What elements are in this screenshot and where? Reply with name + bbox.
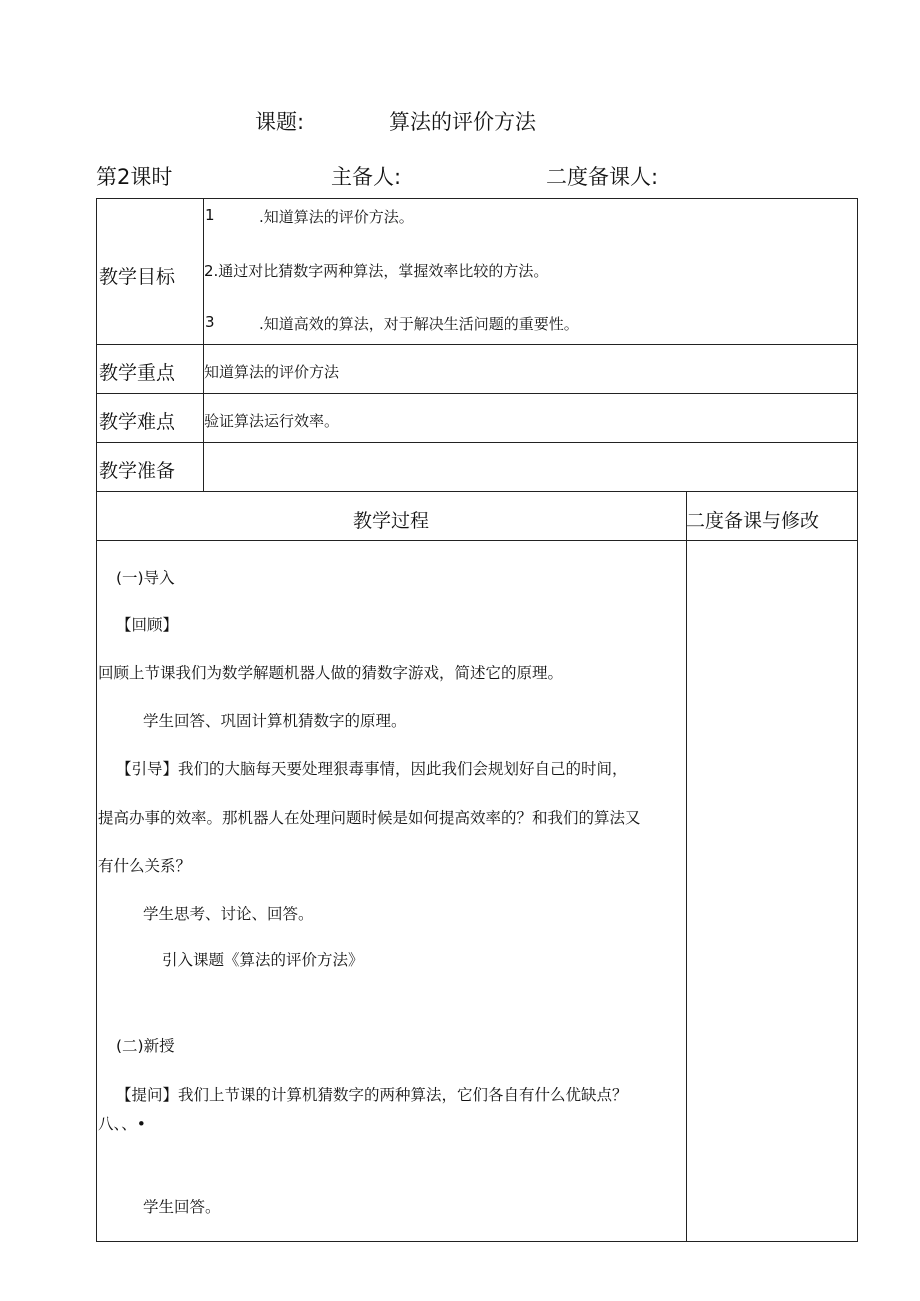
guide-line-1: 【引导】我们的大脑每天要处理狠毒事情，因此我们会规划好自己的时间， bbox=[116, 760, 628, 778]
lead-in: 引入课题《算法的评价方法》 bbox=[162, 951, 364, 969]
row-divider bbox=[96, 344, 858, 345]
row-divider bbox=[96, 491, 858, 492]
intro-heading: (一)导入 bbox=[116, 569, 175, 587]
question-text: 【提问】我们上节课的计算机猜数字的两种算法，它们各自有什么优缺点？ bbox=[116, 1086, 628, 1104]
student-answer-1: 学生回答、巩固计算机猜数字的原理。 bbox=[143, 712, 407, 730]
title-value: 算法的评价方法 bbox=[389, 110, 536, 134]
guide-line-3: 有什么关系？ bbox=[98, 857, 192, 875]
lesson-label: 第2课时 bbox=[96, 165, 173, 189]
stray-text: 八、、• bbox=[98, 1115, 146, 1133]
new-heading: (二)新授 bbox=[116, 1037, 175, 1055]
main-preparer-label: 主备人: bbox=[331, 165, 402, 189]
student-answer-2: 学生回答。 bbox=[143, 1198, 221, 1216]
review-tag: 【回顾】 bbox=[116, 616, 179, 634]
row-divider bbox=[96, 540, 858, 541]
row-divider bbox=[96, 393, 858, 394]
review-text: 回顾上节课我们为数学解题机器人做的猜数字游戏，简述它的原理。 bbox=[98, 664, 564, 682]
row-divider bbox=[96, 442, 858, 443]
objective-1-text: .知道算法的评价方法。 bbox=[259, 208, 414, 226]
objectives-label: 教学目标 bbox=[99, 266, 176, 288]
title-label: 课题: bbox=[255, 110, 305, 134]
revision-column-divider bbox=[686, 491, 687, 1242]
label-column-divider bbox=[203, 198, 204, 491]
objective-2-text: 2.通过对比猜数字两种算法，掌握效率比较的方法。 bbox=[204, 262, 549, 280]
second-preparer-label: 二度备课人: bbox=[546, 165, 659, 189]
key-points-value: 知道算法的评价方法 bbox=[204, 363, 340, 381]
difficulties-label: 教学难点 bbox=[99, 411, 176, 433]
process-header: 教学过程 bbox=[353, 510, 430, 532]
guide-line-2: 提高办事的效率。那机器人在处理问题时候是如何提高效率的？和我们的算法又 bbox=[98, 809, 641, 827]
student-think: 学生思考、讨论、回答。 bbox=[143, 905, 314, 923]
objective-3-number: 3 bbox=[205, 313, 215, 331]
objective-3-text: .知道高效的算法，对于解决生活问题的重要性。 bbox=[259, 315, 579, 333]
difficulties-value: 验证算法运行效率。 bbox=[204, 412, 340, 430]
preparation-label: 教学准备 bbox=[99, 460, 176, 482]
key-points-label: 教学重点 bbox=[99, 362, 176, 384]
revision-header: 二度备课与修改 bbox=[686, 510, 820, 532]
objective-1-number: 1 bbox=[205, 206, 215, 224]
